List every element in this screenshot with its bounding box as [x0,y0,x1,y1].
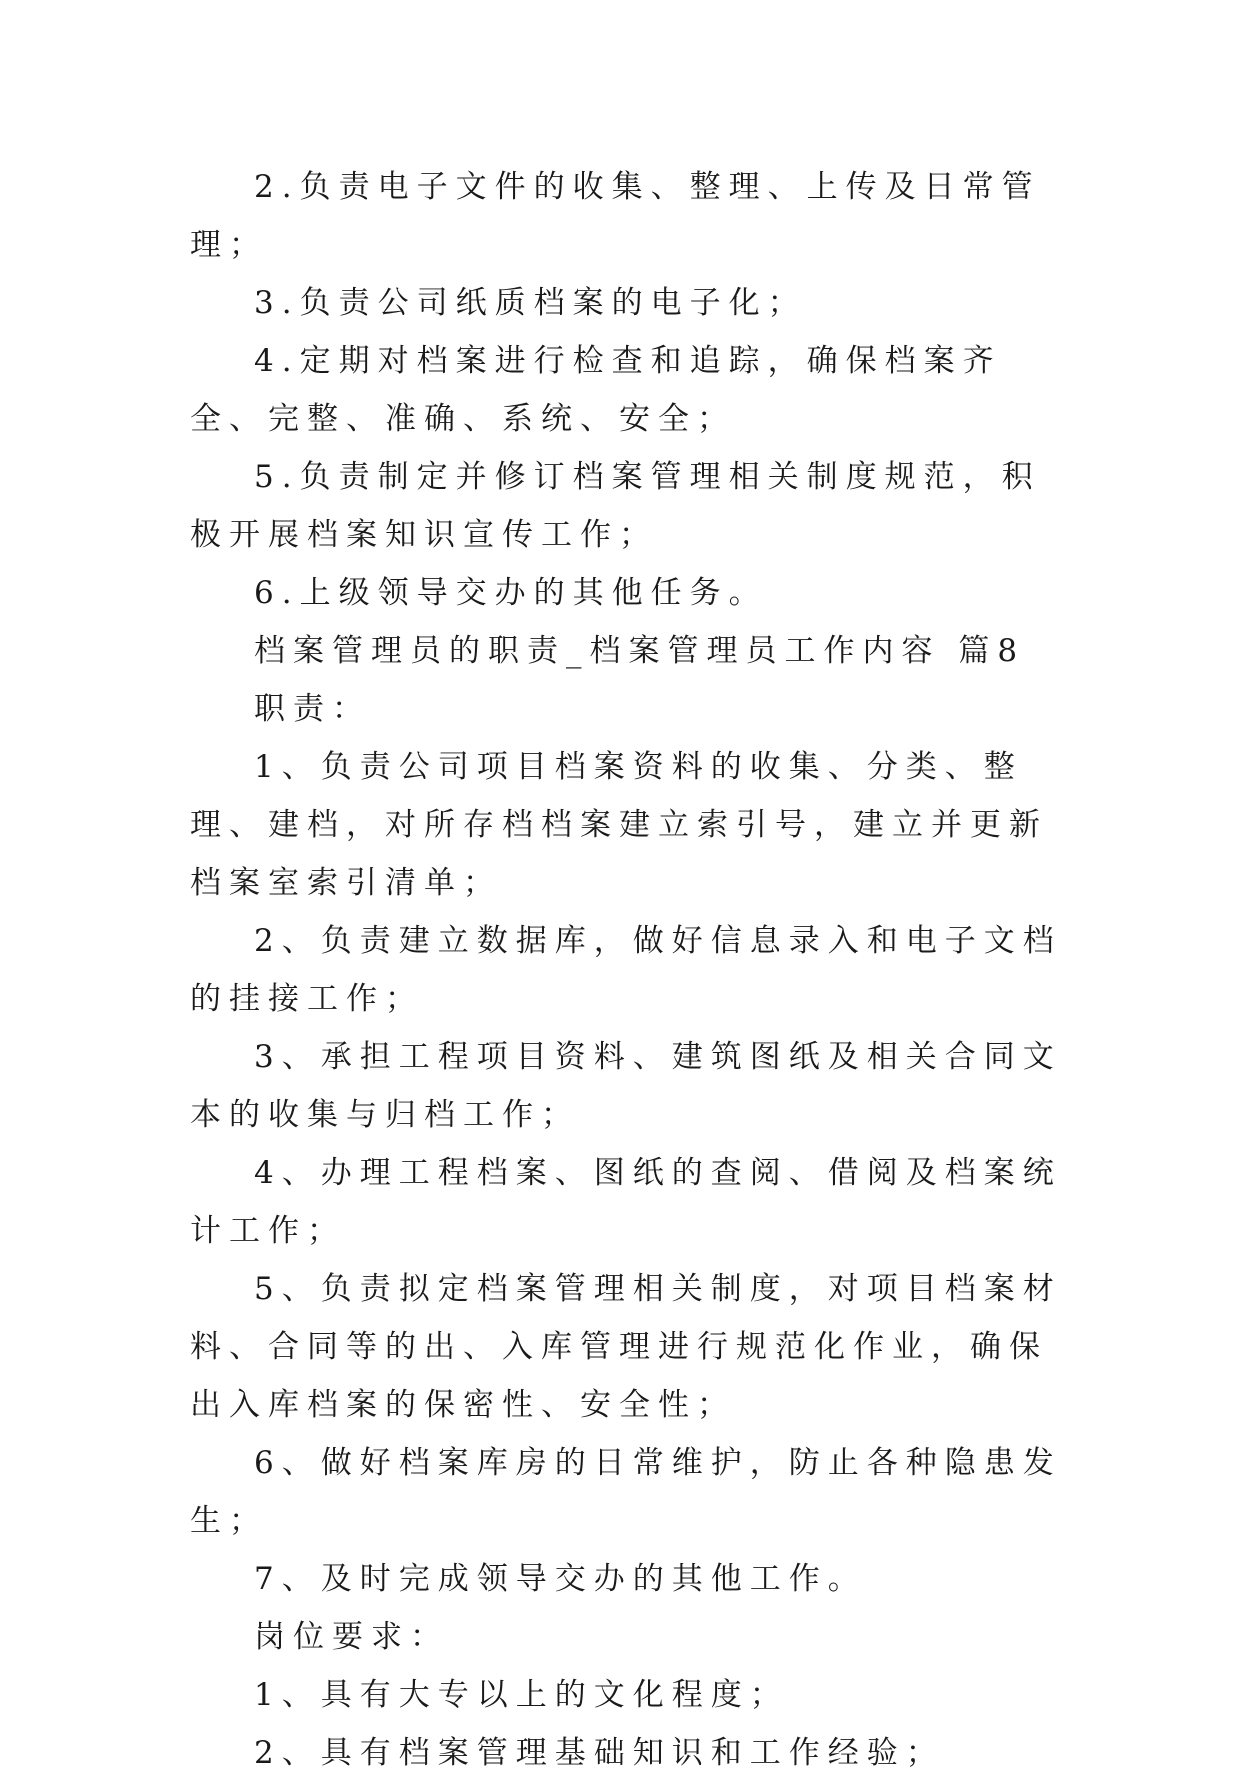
document-body [190,158,1070,1782]
paragraph-item-5: 5、负责拟定档案管理相关制度，对项目档案材料、合同等的出、入库管理进行规范化作业，确保出入库档案的保密性、安全性； [190,1271,1062,1423]
requirements-label: 岗位要求： [254,1619,449,1655]
paragraph-duty-6: 6.上级领导交办的其他任务。 [254,575,768,611]
paragraph-item-6: 6、做好档案库房的日常维护，防止各种隐患发生； [190,1445,1062,1539]
paragraph-duty-3: 3.负责公司纸质档案的电子化； [254,285,807,321]
paragraph-item-4: 4、办理工程档案、图纸的查阅、借阅及档案统计工作； [190,1155,1062,1249]
paragraph-item-7: 7、及时完成领导交办的其他工作。 [254,1561,867,1597]
paragraph-duty-5: 5.负责制定并修订档案管理相关制度规范，积极开展档案知识宣传工作； [190,459,1041,553]
requirement-item-1: 1、具有大专以上的文化程度； [254,1677,789,1713]
paragraph-duty-2: 2.负责电子文件的收集、整理、上传及日常管理； [190,169,1041,263]
paragraph-item-1: 1、负责公司项目档案资料的收集、分类、整理、建档，对所存档档案建立索引号，建立并更新档案室索引清单； [190,749,1048,901]
requirement-item-2: 2、具有档案管理基础知识和工作经验； [254,1735,945,1771]
section-heading: 档案管理员的职责_档案管理员工作内容 篇8 [254,633,1026,669]
paragraph-duty-4: 4.定期对档案进行检查和追踪，确保档案齐全、完整、准确、系统、安全； [190,343,1002,437]
duties-label: 职责： [254,691,371,727]
paragraph-item-3: 3、承担工程项目资料、建筑图纸及相关合同文本的收集与归档工作； [190,1039,1062,1133]
paragraph-item-2: 2、负责建立数据库，做好信息录入和电子文档的挂接工作； [190,923,1062,1017]
